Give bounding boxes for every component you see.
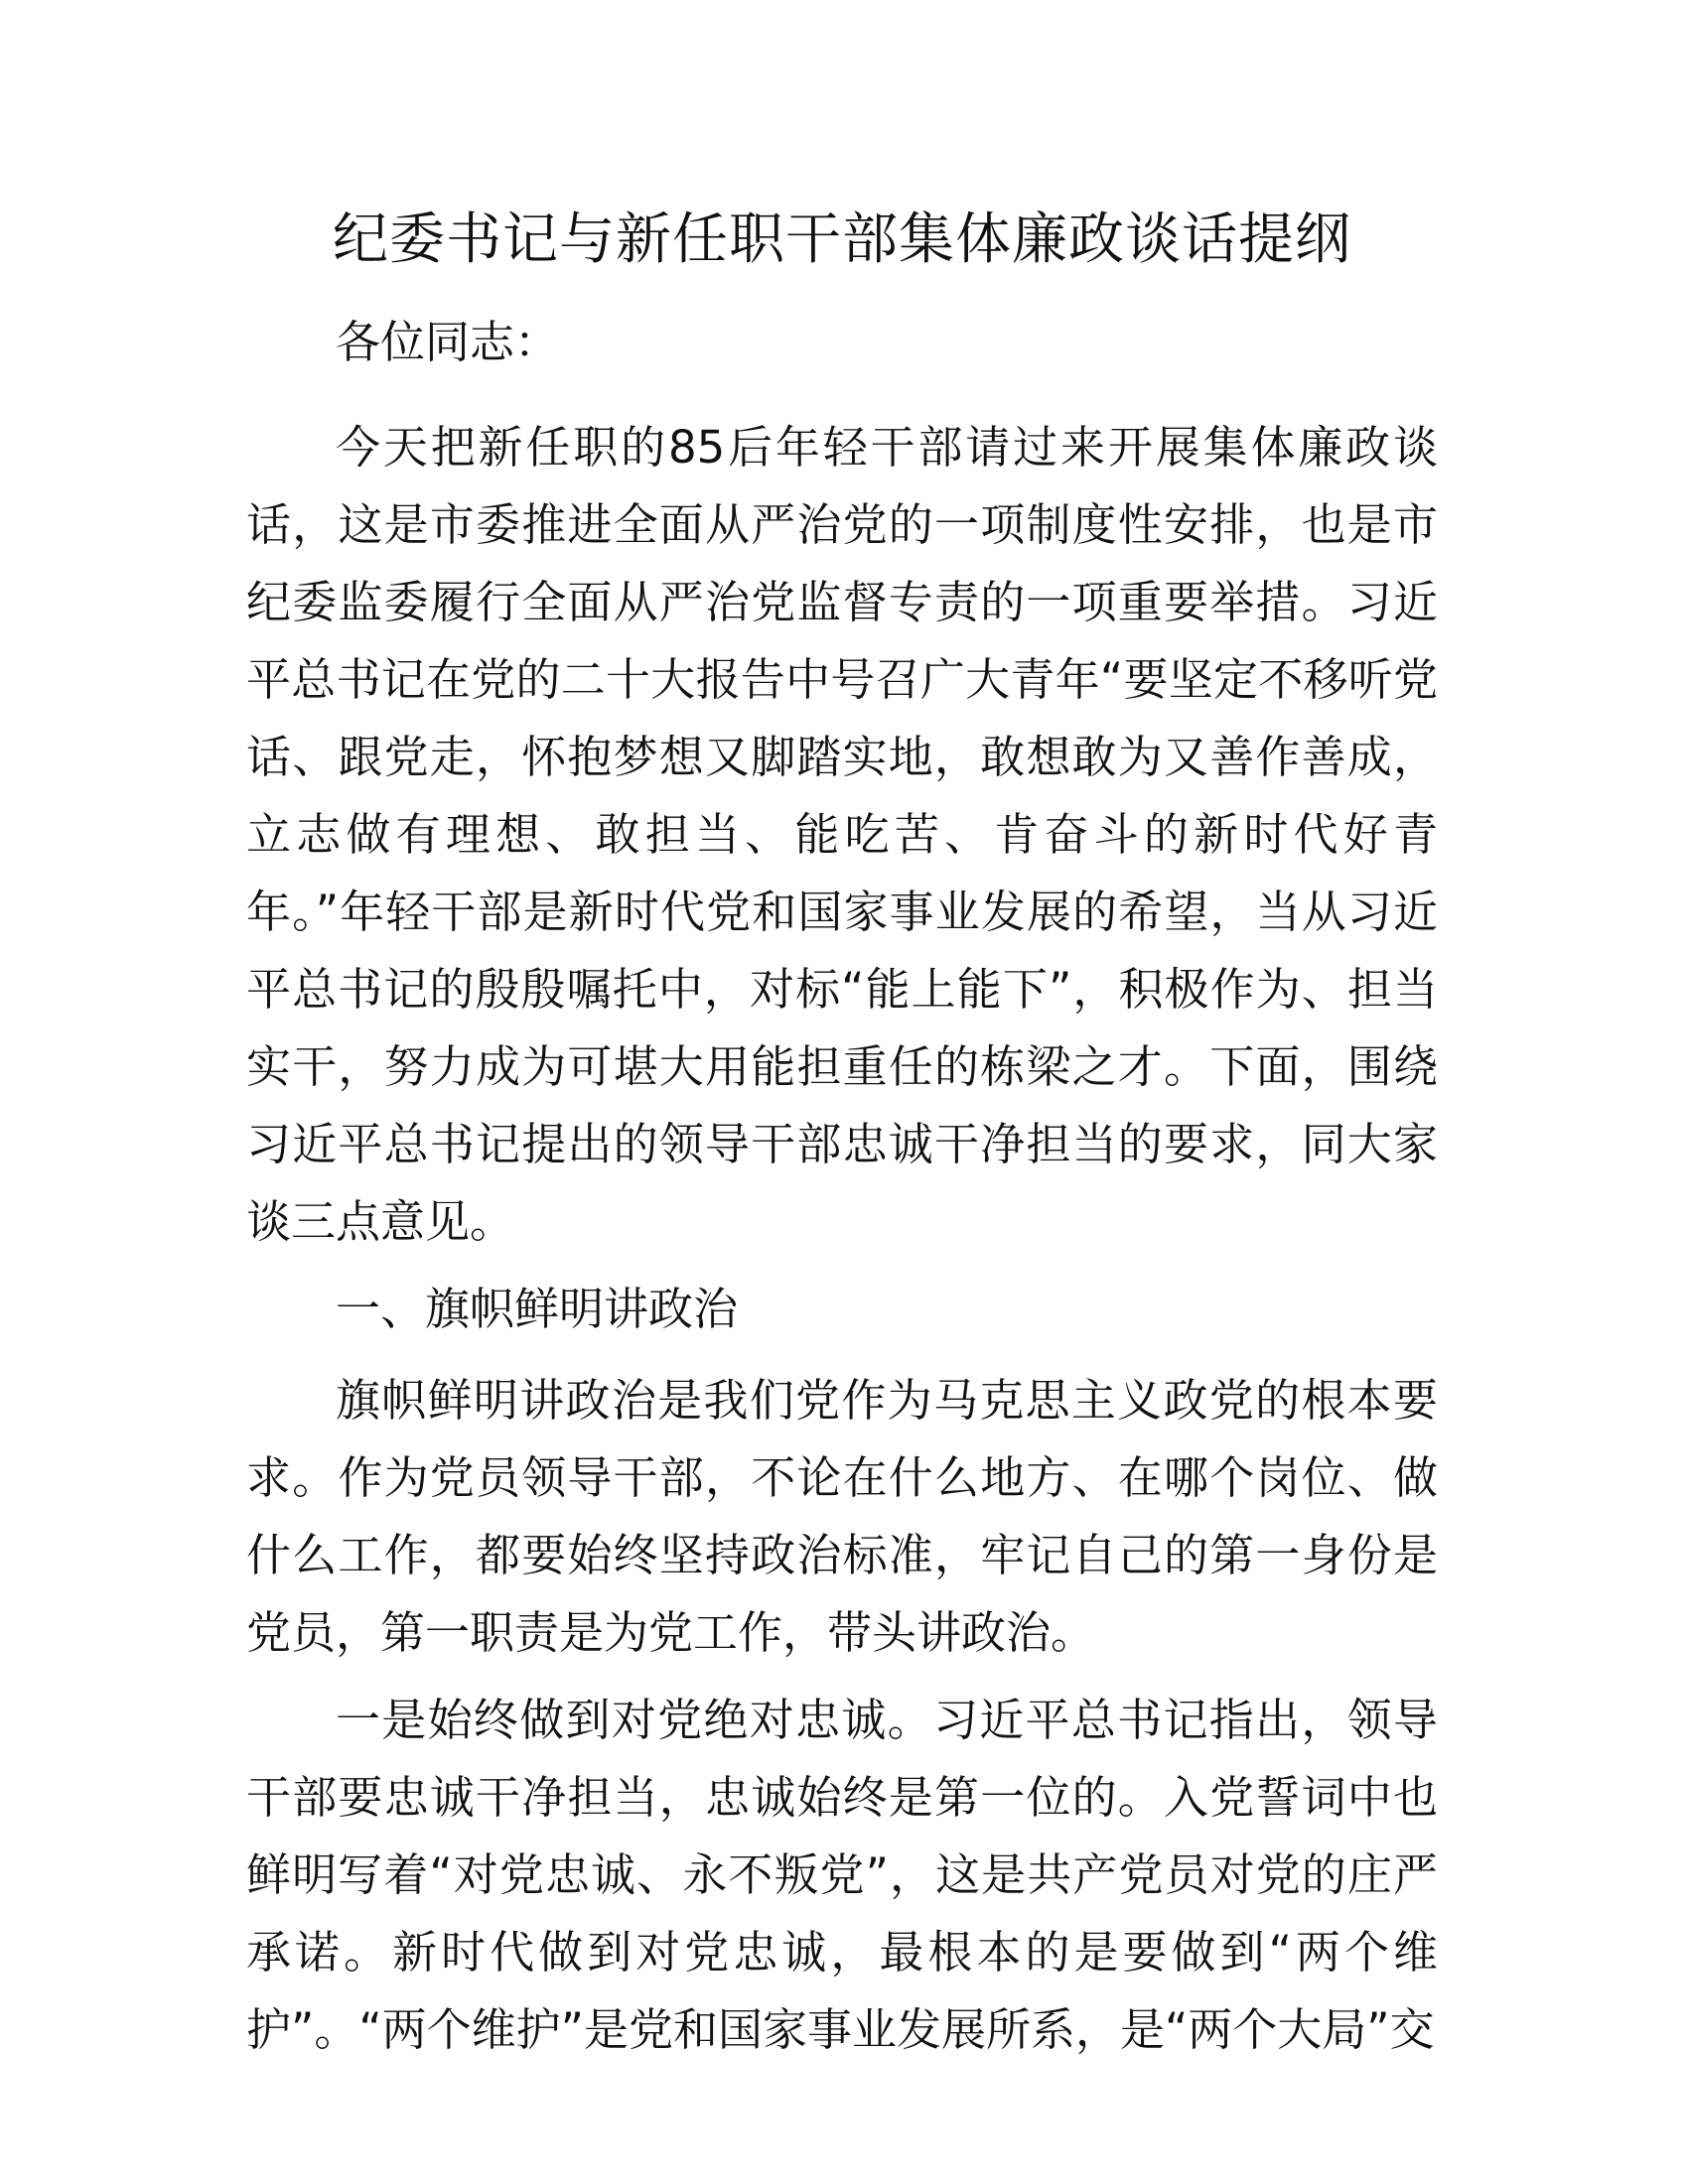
section-paragraph-2: 一是始终做到对党绝对忠诚。习近平总书记指出，领导干部要忠诚干净担当，忠诚始终是第一位的。入党誓词中也鲜明写着“对党忠诚、永不叛党”，这是共产党员对党的庄严承诺。新时代做到对党忠诚，最根本的是要做到“两个维护”。“两个维护”是党和国家事业发展所系，是“两个大局”交	[246, 1694, 1438, 2056]
document-title: 纪委书记与新任职干部集体廉政谈话提纲	[333, 207, 1351, 272]
section-heading-1: 一、旗帜鲜明讲政治	[336, 1283, 739, 1335]
document-page	[246, 199, 1438, 2079]
salutation: 各位同志：	[336, 316, 560, 368]
intro-paragraph: 今天把新任职的85后年轻干部请过来开展集体廉政谈话，这是市委推进全面从严治党的一项制度性安排，也是市纪委监委履行全面从严治党监督专责的一项重要举措。习近平总书记在党的二十大报告中号召广大青年“要坚定不移听党话、跟党走，怀抱梦想又脚踏实地，敢想敢为又善作善成，立志做有理想、敢担当、能吃苦、肯奋斗的新时代好青年。”年轻干部是新时代党和国家事业发展的希望，当从习近平总书记的殷殷嘱托中，对标“能上能下”，积极作为、担当实干，努力成为可堪大用能担重任的栋梁之才。下面，围绕习近平总书记提出的领导干部忠诚干净担当的要求，同大家谈三点意见。	[246, 421, 1438, 1248]
section-paragraph-1: 旗帜鲜明讲政治是我们党作为马克思主义政党的根本要求。作为党员领导干部，不论在什么地方、在哪个岗位、做什么工作，都要始终坚持政治标准，牢记自己的第一身份是党员，第一职责是为党工作，带头讲政治。	[246, 1374, 1438, 1659]
